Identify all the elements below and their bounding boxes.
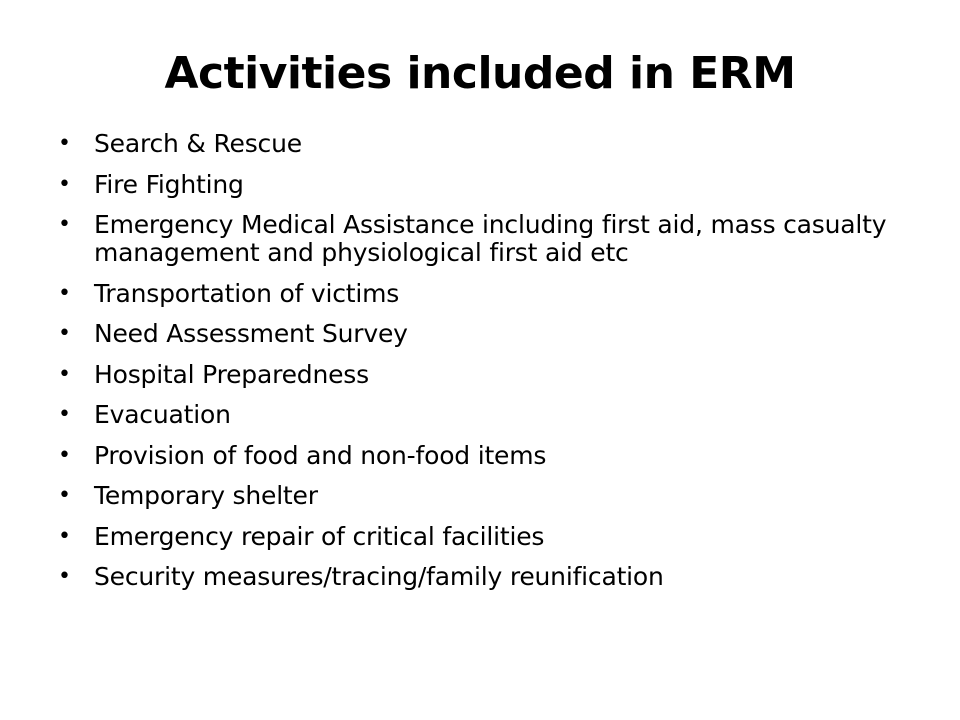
bullet-text: Hospital Preparedness	[94, 359, 369, 389]
bullet-text: Transportation of victims	[94, 278, 400, 308]
bullet-item-fire-fighting	[56, 171, 916, 199]
bullet-point-icon: •	[58, 361, 71, 387]
bullet-text: Security measures/tracing/family reunification	[94, 562, 664, 591]
bullet-point-icon: •	[58, 212, 71, 237]
bullet-item-security-measures	[56, 563, 916, 591]
bullet-item-evacuation	[56, 401, 916, 429]
bullet-text: Evacuation	[94, 400, 231, 429]
bullet-text: Temporary shelter	[94, 481, 318, 510]
bullet-point-icon: •	[58, 523, 71, 549]
bullet-item-emergency-medical	[56, 211, 916, 267]
bullet-item-transportation	[56, 280, 916, 308]
bullet-point-icon: •	[58, 483, 71, 508]
bullet-text: Fire Fighting	[94, 169, 244, 199]
bullet-point-icon: •	[58, 564, 71, 589]
bullet-text: Provision of food and non-food items	[94, 440, 547, 470]
bullet-point-icon: •	[58, 321, 71, 346]
bullet-text: Need Assessment Survey	[94, 319, 408, 348]
bullet-item-emergency-repair	[56, 523, 916, 551]
bullet-point-icon: •	[58, 280, 71, 306]
bullet-point-icon: •	[58, 131, 71, 156]
bullet-point-icon: •	[58, 442, 71, 468]
bullet-item-hospital-preparedness	[56, 361, 916, 389]
bullet-point-icon: •	[58, 171, 71, 197]
bullet-item-need-assessment	[56, 320, 916, 348]
bullet-list	[56, 130, 916, 604]
bullet-item-temporary-shelter	[56, 482, 916, 510]
slide-title: Activities included in ERM	[164, 48, 796, 99]
bullet-text: Search & Rescue	[94, 129, 302, 158]
bullet-item-search-rescue	[56, 130, 916, 158]
bullet-text: Emergency Medical Assistance including first aid, mass casualty management and physiological first aid etc	[94, 210, 887, 267]
bullet-point-icon: •	[58, 402, 71, 427]
bullet-item-food-provision	[56, 442, 916, 470]
bullet-text: Emergency repair of critical facilities	[94, 521, 545, 551]
